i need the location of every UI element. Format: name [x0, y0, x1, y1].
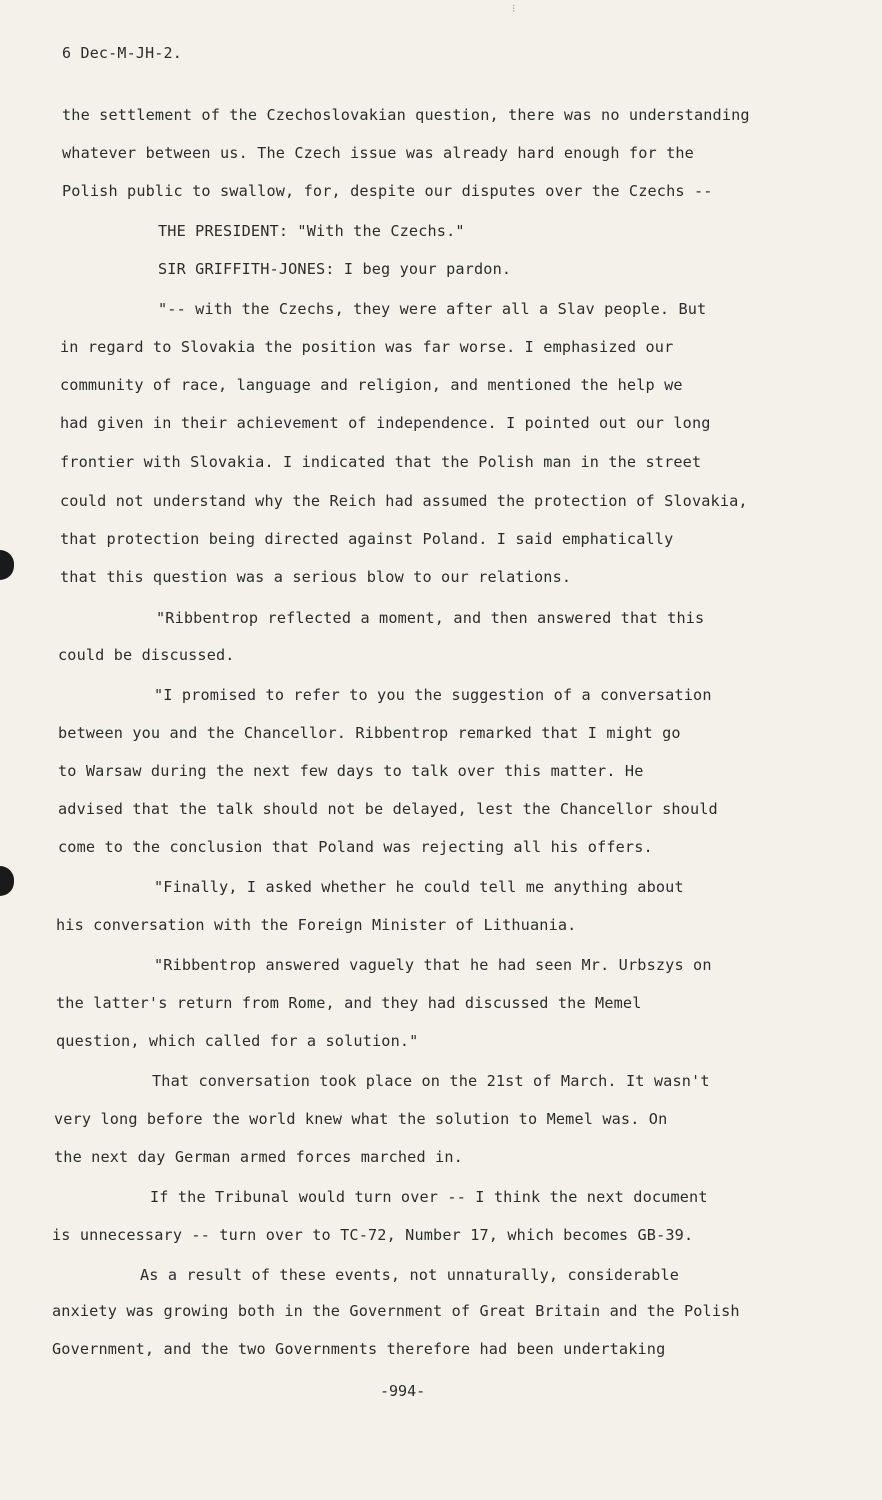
text-line: whatever between us. The Czech issue was already hard enough for the — [62, 144, 694, 162]
text-line: frontier with Slovakia. I indicated that the Polish man in the street — [60, 453, 702, 471]
text-line: "Ribbentrop reflected a moment, and then answered that this — [156, 609, 705, 627]
text-line: between you and the Chancellor. Ribbentrop remarked that I might go — [58, 724, 681, 742]
document-reference: 6 Dec-M-JH-2. — [62, 44, 182, 62]
page-number: -994- — [380, 1382, 426, 1400]
text-line: to Warsaw during the next few days to talk over this matter. He — [58, 762, 644, 780]
text-line: SIR GRIFFITH-JONES: I beg your pardon. — [158, 260, 512, 278]
text-line: the settlement of the Czechoslovakian question, there was no understanding — [62, 106, 750, 124]
text-line: "Finally, I asked whether he could tell me anything about — [154, 878, 684, 896]
text-line: come to the conclusion that Poland was rejecting all his offers. — [58, 838, 653, 856]
text-line: "I promised to refer to you the suggestion of a conversation — [154, 686, 712, 704]
text-line: that this question was a serious blow to our relations. — [60, 568, 572, 586]
text-line: the latter's return from Rome, and they had discussed the Memel — [56, 994, 642, 1012]
text-line: could not understand why the Reich had assumed the protection of Slovakia, — [60, 492, 748, 510]
text-line: question, which called for a solution." — [56, 1032, 419, 1050]
text-line: is unnecessary -- turn over to TC-72, Number 17, which becomes GB-39. — [52, 1226, 694, 1244]
text-line: in regard to Slovakia the position was far worse. I emphasized our — [60, 338, 674, 356]
text-line: anxiety was growing both in the Government of Great Britain and the Polish — [52, 1302, 740, 1320]
text-line: Government, and the two Governments therefore had been undertaking — [52, 1340, 666, 1358]
text-line: Polish public to swallow, for, despite our disputes over the Czechs -- — [62, 182, 713, 200]
text-line: THE PRESIDENT: "With the Czechs." — [158, 222, 465, 240]
text-line: the next day German armed forces marched in. — [54, 1148, 463, 1166]
text-line: his conversation with the Foreign Minister of Lithuania. — [56, 916, 577, 934]
text-line: community of race, language and religion, and mentioned the help we — [60, 376, 683, 394]
text-line: "Ribbentrop answered vaguely that he had seen Mr. Urbszys on — [154, 956, 712, 974]
text-line: could be discussed. — [58, 646, 235, 664]
paper-mark: ⁝ — [512, 2, 516, 15]
text-line: advised that the talk should not be delayed, lest the Chancellor should — [58, 800, 718, 818]
text-line: That conversation took place on the 21st of March. It wasn't — [152, 1072, 710, 1090]
text-line: As a result of these events, not unnaturally, considerable — [140, 1266, 680, 1284]
punch-hole-top — [0, 550, 14, 580]
punch-hole-bottom — [0, 866, 14, 896]
text-line: had given in their achievement of independence. I pointed out our long — [60, 414, 711, 432]
text-line: that protection being directed against Poland. I said emphatically — [60, 530, 674, 548]
text-line: very long before the world knew what the solution to Memel was. On — [54, 1110, 668, 1128]
text-line: "-- with the Czechs, they were after all a Slav people. But — [158, 300, 707, 318]
text-line: If the Tribunal would turn over -- I think the next document — [150, 1188, 708, 1206]
